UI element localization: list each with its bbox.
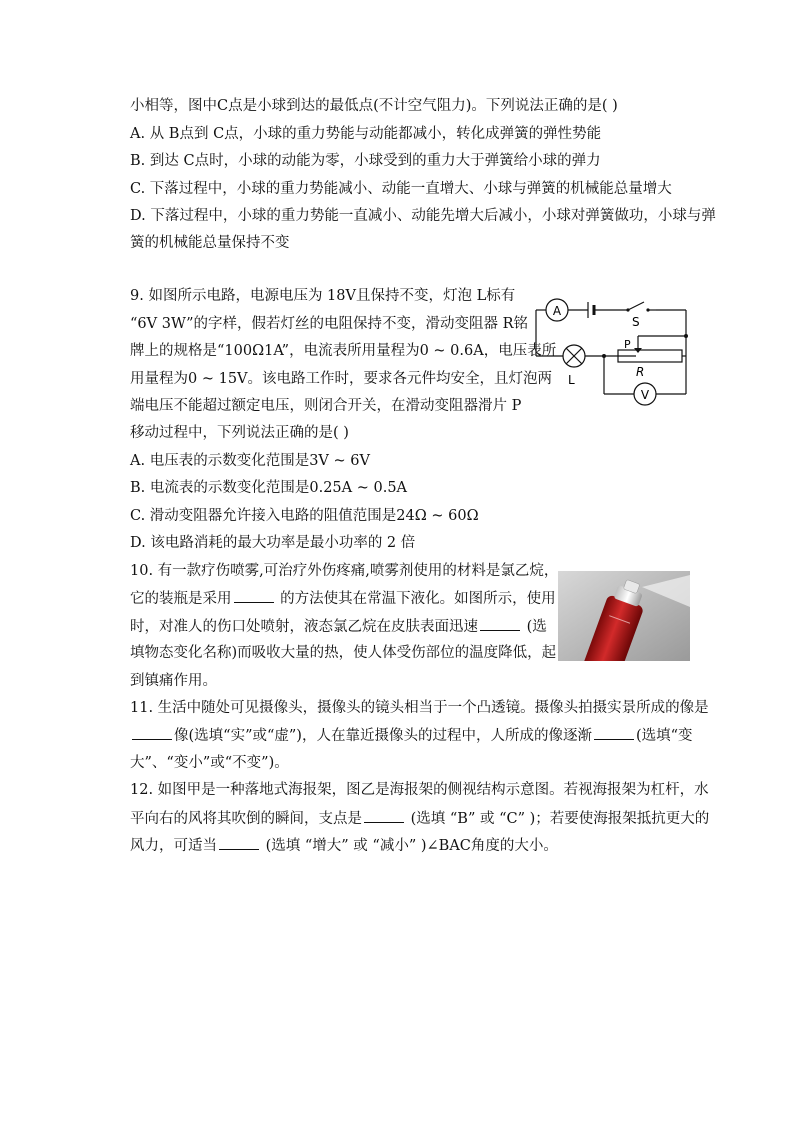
q9-option-a: A. 电压表的示数变化范围是3V ~ 6V	[130, 453, 370, 469]
q9-stem-2: “6V 3W”的字样，假若灯丝的电阻保持不变，滑动变阻器 R铭	[130, 316, 529, 332]
answer-blank[interactable]	[364, 808, 404, 823]
q9-option-b: B. 电流表的示数变化范围是0.25A ~ 0.5A	[130, 480, 408, 496]
q12-line-3	[130, 835, 558, 856]
q10-line-3-a: 时，对准人的伤口处喷射，液态氯乙烷在皮肤表面迅速	[130, 619, 478, 635]
switch-label: S	[632, 315, 640, 329]
answer-blank[interactable]	[594, 725, 634, 740]
q9-stem-1: 9. 如图所示电路，电源电压为 18V且保持不变，灯泡 L标有	[130, 288, 516, 304]
q12-line-3-a: 风力，可适当	[130, 838, 217, 854]
q9-stem-4: 用量程为0 ~ 15V。该电路工作时，要求各元件均安全，且灯泡两	[130, 371, 553, 387]
q8-stem: 小相等，图中C点是小球到达的最低点(不计空气阻力)。下列说法正确的是( )	[130, 98, 618, 114]
q8-option-c: C. 下落过程中，小球的重力势能减小、动能一直增大、小球与弹簧的机械能总量增大	[130, 181, 672, 197]
q8-option-b: B. 到达 C点时，小球的动能为零，小球受到的重力大于弹簧给小球的弹力	[130, 153, 601, 169]
answer-blank[interactable]	[219, 835, 259, 850]
q12-line-3-b: (选填 “增大” 或 “减小” )∠BAC角度的大小。	[261, 838, 558, 854]
q10-line-3	[130, 616, 547, 637]
q10-line-3-b: (选	[522, 619, 547, 635]
voltmeter-label: V	[640, 388, 650, 402]
resistor-label: R	[636, 365, 645, 379]
ammeter-label: A	[552, 304, 562, 318]
q9-option-d: D. 该电路消耗的最大功率是最小功率的 2 倍	[130, 535, 416, 551]
q10-line-5: 到镇痛作用。	[130, 673, 217, 689]
q9-option-c: C. 滑动变阻器允许接入电路的阻值范围是24Ω ~ 60Ω	[130, 508, 479, 524]
q10-line-2	[130, 588, 556, 609]
q9-stem-5: 端电压不能超过额定电压，则闭合开关，在滑动变阻器滑片 P	[130, 398, 522, 414]
q10-line-1: 10. 有一款疗伤喷雾,可治疗外伤疼痛,喷雾剂使用的材料是氯乙烷，	[130, 563, 559, 579]
answer-blank[interactable]	[234, 588, 274, 603]
q10-line-2-b: 的方法使其在常温下液化。如图所示，使用	[275, 591, 556, 607]
q12-line-2	[130, 808, 709, 829]
q12-line-2-b: (选填 “B” 或 “C” )；若要使海报架抵抗更大的	[406, 811, 710, 827]
q8-option-d-cont: 簧的机械能总量保持不变	[130, 235, 290, 251]
q12-line-1: 12. 如图甲是一种落地式海报架，图乙是海报架的侧视结构示意图。若视海报架为杠杆，水	[130, 782, 709, 798]
lamp-label: L	[568, 373, 575, 387]
answer-blank[interactable]	[480, 616, 520, 631]
q10-line-2-a: 它的装瓶是采用	[130, 591, 232, 607]
q9-stem-3: 牌上的规格是“100Ω1A”，电流表所用量程为0 ~ 0.6A，电压表所	[130, 343, 557, 359]
circuit-diagram	[528, 290, 694, 412]
q11-line-2-b: (选填“变	[635, 728, 693, 744]
q11-line-2	[130, 725, 693, 746]
q11-line-3: 大”、“变小”或“不变”)。	[130, 755, 289, 771]
q10-line-4: 填物态变化名称)而吸收大量的热，使人体受伤部位的温度降低，起	[130, 645, 557, 661]
q8-option-a: A. 从 B点到 C点，小球的重力势能与动能都减小，转化成弹簧的弹性势能	[130, 126, 602, 142]
answer-blank[interactable]	[132, 725, 172, 740]
spray-can-image	[558, 571, 690, 661]
slider-label: P	[624, 338, 631, 351]
q9-stem-6: 移动过程中，下列说法正确的是( )	[130, 425, 349, 441]
q8-option-d: D. 下落过程中，小球的重力势能一直减小、动能先增大后减小，小球对弹簧做功，小球与弹	[130, 208, 716, 224]
q11-line-1: 11. 生活中随处可见摄像头，摄像头的镜头相当于一个凸透镜。摄像头拍摄实景所成的像是	[130, 700, 709, 716]
q12-line-2-a: 平向右的风将其吹倒的瞬间，支点是	[130, 811, 362, 827]
q11-line-2-a: 像(选填“实”或“虚”)，人在靠近摄像头的过程中，人所成的像逐渐	[174, 728, 592, 744]
